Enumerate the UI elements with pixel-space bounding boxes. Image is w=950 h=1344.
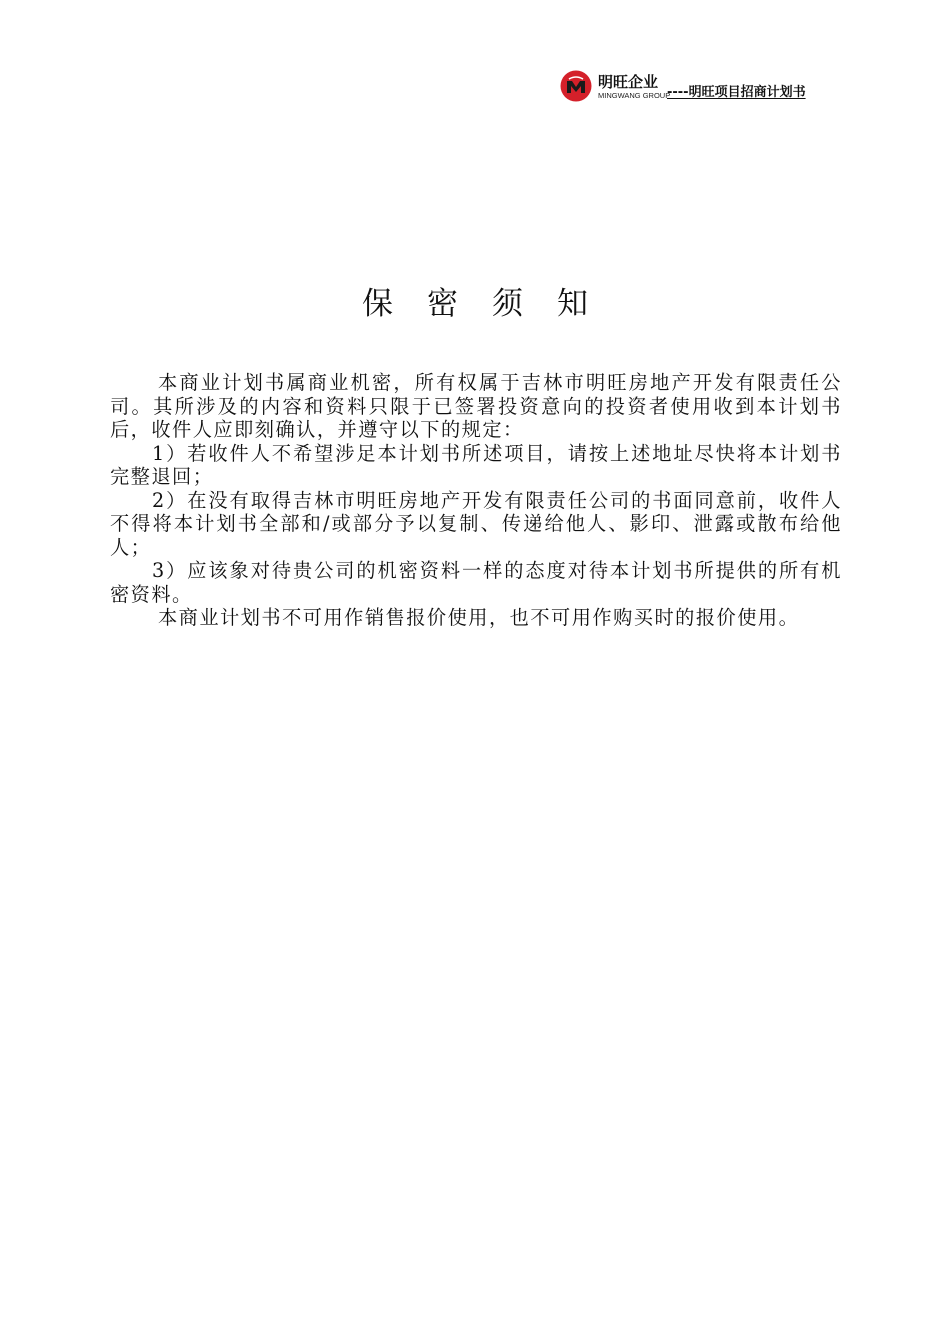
paragraph-rule-2: 2）在没有取得吉林市明旺房地产开发有限责任公司的书面同意前，收件人不得将本计划书全部和/或部分予以复制、传递给他人、影印、泄露或散布给他人； [110, 488, 842, 559]
paragraph-rule-3: 3）应该象对待贵公司的机密资料一样的态度对待本计划书所提供的所有机密资料。 [110, 559, 842, 606]
logo-text-en: MINGWANG GROUP [598, 91, 671, 100]
mingwang-logo-icon [560, 70, 592, 102]
confidentiality-notice-body [110, 371, 842, 630]
page-header [560, 70, 845, 102]
logo-text-cn: 明旺企业 [598, 73, 659, 91]
header-doc-name: ----明旺项目招商计划书 [667, 85, 806, 100]
paragraph-intro: 本商业计划书属商业机密，所有权属于吉林市明旺房地产开发有限责任公司。其所涉及的内容和资料只限于已签署投资意向的投资者使用收到本计划书后，收件人应即刻确认，并遵守以下的规定： [110, 371, 842, 441]
paragraph-rule-1: 1）若收件人不希望涉足本计划书所述项目，请按上述地址尽快将本计划书完整退回； [110, 441, 842, 488]
paragraph-usage-note: 本商业计划书不可用作销售报价使用，也不可用作购买时的报价使用。 [158, 606, 800, 629]
page-title: 保密须知 [362, 286, 622, 322]
